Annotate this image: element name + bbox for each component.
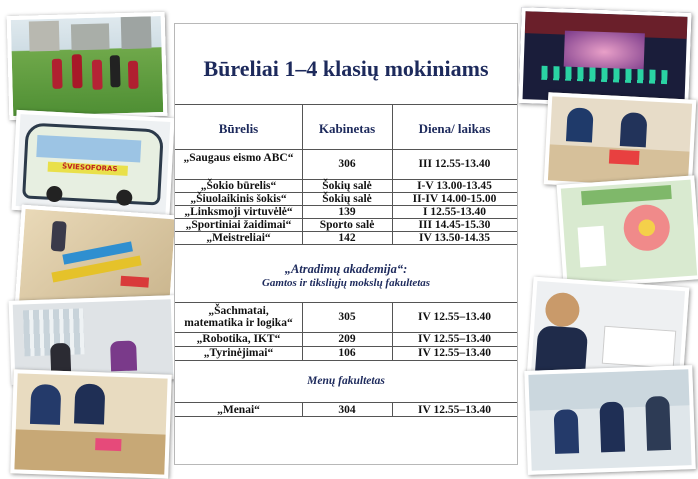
table-row-room: 209 [338,333,356,345]
table-row-room: 142 [338,232,356,244]
table-row-time: IV 12.55–13.40 [418,333,491,345]
photo-stage-dance [518,7,691,109]
photo-bus-cutout [11,110,174,218]
table-row-room: Šokių salė [322,193,372,205]
table-row-club: „Linksmoji virtuvėlė“ [184,206,293,218]
table-row-room: Šokių salė [322,180,372,192]
photo-classroom-group [524,365,696,475]
header-time: Diena/ laikas [418,121,491,136]
table-row-club: „Šokio būrelis“ [200,180,277,192]
section-title: Menų fakultetas [307,375,385,387]
bus-sign-text: ŠVIESOFORAS [61,162,118,174]
table-row-room: 106 [338,347,356,359]
table-row-club: „Šachmatai, matematika ir logika“ [184,305,293,329]
table-row-club: „Sportiniai žaidimai“ [185,219,292,231]
schedule-panel [174,23,518,465]
table-row-time: I 12.55-13.40 [423,206,486,218]
table-row-club: „Meistreliai“ [206,232,271,244]
photo-outdoor-sports [7,12,168,120]
table-row-club: „Robotika, IKT“ [196,333,281,345]
table-row-time: IV 12.55–13.40 [418,311,491,323]
header-room: Kabinetas [318,121,376,136]
table-row-time: IV 12.55–13.40 [418,404,491,416]
table-row-club: „Saugaus eismo ABC“ [183,152,294,164]
table-row-room: 306 [338,158,356,170]
table-row-time: I-V 13.00-13.45 [417,180,492,192]
table-row-time: IV 13.50-14.35 [418,232,491,244]
table-row-time: II-IV 14.00-15.00 [412,193,497,205]
photo-desk-work [10,369,172,478]
photo-flower-art [557,175,698,288]
table-row-time: III 12.55-13.40 [418,158,491,170]
table-row-club: „Tyrinėjimai“ [203,347,274,359]
table-row-room: Sporto salė [319,219,375,231]
section-title: „Atradimų akademija“: [284,262,408,276]
table-row-room: 304 [338,404,356,416]
table-row-club: „Menai“ [217,404,260,416]
section-subtitle: Gamtos ir tiksliųjų mokslų fakultetas [261,277,431,289]
page-title: Būreliai 1–4 klasių mokiniams [203,56,489,81]
table-row-room: 139 [338,206,356,218]
table-row-time: IV 12.55–13.40 [418,347,491,359]
header-club: Būrelis [218,121,259,136]
table-row-room: 305 [338,311,356,323]
table-row-club: „Šiuolaikinis šokis“ [190,193,287,205]
table-row-time: III 14.45-15.30 [418,219,491,231]
